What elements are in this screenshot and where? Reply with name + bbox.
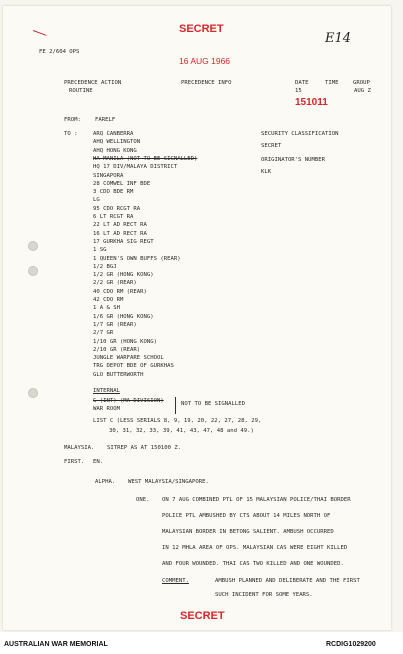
- handwritten-reference: E14: [325, 31, 352, 46]
- from-label: FROM:: [64, 117, 81, 123]
- addressee: 2/2 GR (REAR): [93, 280, 137, 287]
- addressee: LG: [93, 197, 100, 204]
- addressee: 1/2 GR (HONG KONG): [93, 272, 154, 279]
- footer-record-id: RCDIG1029200: [326, 641, 376, 648]
- addressee: 2/10 GR (REAR): [93, 346, 141, 353]
- addressee: TRG DEPOT BDE OF GURKHAS: [93, 363, 174, 370]
- addressee: JUNGLE WARFARE SCHOOL: [93, 355, 164, 362]
- sitrep-line: POLICE PTL AMBUSHED BY CTS ABOUT 14 MILES NORTH OF: [162, 513, 331, 519]
- internal-label: INTERNAL: [93, 388, 120, 394]
- precedence-info-label: PRECEDENCE INFO: [181, 80, 232, 86]
- addressee: 1 QUEEN'S OWN BUFFS (REAR): [93, 255, 181, 262]
- struck-addressee: HA MANILA (NOT TO BE SIGNALLED): [93, 156, 198, 162]
- top-classification: SECRET: [179, 23, 224, 35]
- addressee: 6 LT RCGT RA: [93, 214, 134, 220]
- addressee: 2/7 GR: [93, 330, 114, 337]
- file-reference: FE 2/604 OPS: [39, 49, 80, 55]
- alpha-label: ALPHA.: [95, 479, 116, 485]
- addressee: 1 A & SH: [93, 305, 120, 312]
- group-label: GROUP: [353, 80, 370, 86]
- list-c-line-2: 30, 31, 32, 33, 39, 41, 43, 47, 48 and 49.): [109, 428, 254, 434]
- punch-hole: [28, 388, 38, 398]
- punch-hole: [28, 266, 38, 276]
- comment-line: AMBUSH PLANNED AND DELIBERATE AND THE FIRST: [215, 578, 360, 584]
- to-label: TO :: [64, 131, 78, 137]
- addressee: GLO BUTTERWORTH: [93, 371, 144, 378]
- security-classification-value: SECRET: [261, 143, 282, 149]
- routine-value: ROUTINE: [69, 88, 93, 94]
- date-stamp: 16 AUG 1966: [179, 56, 231, 66]
- addressee: 40 CDO RM (REAR): [93, 288, 147, 295]
- addressee: SINGAPORA: [93, 172, 124, 179]
- sitrep-line: AND FOUR WOUNDED. THAI CAS TWO KILLED AND ONE WOUNDED.: [162, 561, 344, 567]
- sitrep-line: ON 7 AUG COMBINED PTL OF 15 MALAYSIAN POLICE/THAI BORDER: [162, 497, 351, 503]
- precedence-action-label: PRECEDENCE ACTION: [64, 80, 122, 86]
- body-first: FIRST.: [64, 459, 85, 465]
- addressee: AHQ WELLINGTON: [93, 139, 141, 146]
- addressee: 1/2 BGJ: [93, 263, 117, 270]
- time-label: TIME: [325, 80, 339, 86]
- not-signalled-note: NOT TO BE SIGNALLED: [181, 401, 245, 407]
- addressee: AHQ HONG KONG: [93, 147, 137, 154]
- originator-number-value: KLK: [261, 169, 272, 175]
- addressee: 42 CDO RM: [93, 297, 124, 303]
- sitrep-line: IN 12 MHLA AREA OF OPS. MALAYSIAN CAS WERE EIGHT KILLED: [162, 545, 348, 551]
- addressee: 22 LT AD RECT RA: [93, 222, 147, 229]
- from-value: FARELF: [95, 117, 116, 123]
- sitrep-line: MALAYSIAN BORDER IN BETONG SALIENT. AMBUSH OCCURRED: [162, 529, 334, 535]
- list-c-line-1: LIST C (LESS SERIALS 8, 9, 19, 20, 22, 27, 28, 29,: [93, 418, 262, 424]
- red-pen-mark: [33, 30, 46, 36]
- addressee: HQ 17 DIV/MALAYA DISTRICT: [93, 164, 178, 171]
- group-value: AUG Z: [354, 88, 371, 94]
- punch-hole: [28, 241, 38, 251]
- body-country: MALAYSIA.: [64, 445, 95, 451]
- addressee: 1/6 GR (HONG KONG): [93, 313, 154, 320]
- addressee: ARQ CANBERRA: [93, 131, 134, 137]
- addressee: 17 GURKHA SIG REGT: [93, 238, 154, 245]
- addressee: 95 CDO RCGT RA: [93, 205, 141, 212]
- addressee: 1/7 GR (REAR): [93, 321, 137, 328]
- addressee: 1 SG: [93, 247, 107, 254]
- footer-credit: AUSTRALIAN WAR MEMORIAL: [4, 641, 108, 648]
- comment-label: COMMENT.: [162, 578, 189, 584]
- alpha-region: WEST MALAYSIA/SINGAPORE.: [128, 479, 209, 485]
- body-sitrep: SITREP AS AT 150100 Z.: [107, 445, 182, 451]
- addressee: 16 LT AD RECT RA: [93, 230, 147, 237]
- message-form: [3, 6, 391, 630]
- date-label: DATE: [295, 80, 309, 86]
- not-signalled-bracket: [172, 397, 176, 414]
- bottom-classification: SECRET: [180, 610, 225, 622]
- addressee: 3 CDO BDE RM: [93, 189, 134, 196]
- addressee: 28 COMWEL INF BDE: [93, 180, 151, 187]
- internal-struck-line: G (INT) (MA DIVISION): [93, 398, 164, 404]
- addressee: 1/10 GR (HONG KONG): [93, 338, 157, 345]
- comment-line: SUCH INCIDENT FOR SOME YEARS.: [215, 592, 313, 598]
- dtg-stamp: 151011: [295, 97, 328, 108]
- war-room: WAR ROOM: [93, 406, 120, 412]
- body-en: EN.: [93, 459, 104, 465]
- security-classification-label: SECURITY CLASSIFICATION: [261, 131, 339, 137]
- originator-number-label: ORIGINATOR'S NUMBER: [261, 157, 325, 163]
- date-value: 15: [295, 88, 302, 94]
- one-label: ONE.: [136, 497, 150, 503]
